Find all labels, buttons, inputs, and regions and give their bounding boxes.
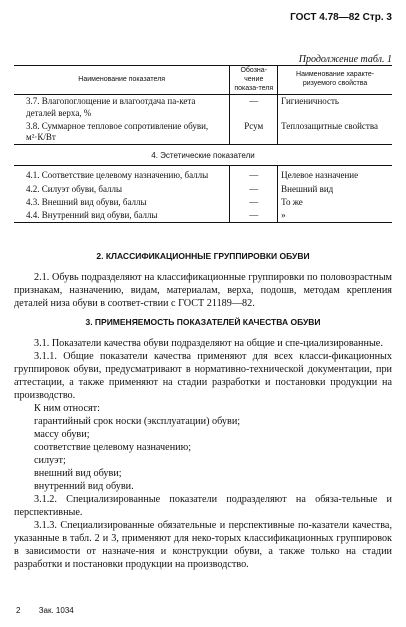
page-footer bbox=[16, 606, 90, 615]
table-section-title: 4. Эстетические показатели bbox=[14, 145, 392, 166]
row-symbol: Pсум bbox=[230, 120, 278, 145]
page-header: ГОСТ 4.78—82 Стр. 3 bbox=[290, 12, 392, 23]
table-head-row bbox=[14, 66, 392, 95]
list-item: массу обуви; bbox=[34, 429, 90, 440]
section-row bbox=[14, 145, 392, 166]
row-symbol: — bbox=[230, 166, 278, 183]
row-symbol: — bbox=[230, 95, 278, 120]
row-property: » bbox=[281, 210, 286, 220]
row-property: То же bbox=[281, 196, 303, 207]
paragraph: 3.1. Показатели качества обуви подразделяют на общие и спе-циализированные. bbox=[34, 338, 383, 349]
row-name: 4.1. Соответствие целевому назначению, баллы bbox=[14, 166, 230, 183]
row-symbol: — bbox=[230, 209, 278, 223]
list-item: соответствие целевому назначению; bbox=[34, 442, 192, 453]
row-property: Внешний вид bbox=[281, 183, 334, 194]
row-symbol: — bbox=[230, 196, 278, 209]
row-name: 3.7. Влагопоглощение и влагоотдача па-кета деталей верха, % bbox=[26, 96, 196, 118]
table-row bbox=[14, 209, 392, 223]
list-item: внешний вид обуви; bbox=[34, 468, 122, 479]
paragraph: 3.1.3. Специализированные обязательные и перспективные по-казатели качества, указанные в табл. 2 и 3, применяют для неко-торых классификационных группировок в зависимости от назначе-ния и конструкции обуви, а также только на стадии разработки и постановки продукции на производство. bbox=[14, 520, 392, 570]
row-property: Гигиеничность bbox=[281, 96, 340, 107]
row-name: 4.3. Внешний вид обуви, баллы bbox=[26, 196, 147, 207]
footer-number: 2 bbox=[16, 606, 21, 615]
paragraph: 3.1.2. Специализированные показатели подразделяют на обяза-тельные и перспективные. bbox=[14, 494, 392, 518]
table-row bbox=[14, 183, 392, 196]
table-continuation-label: Продолжение табл. 1 bbox=[298, 54, 392, 65]
document-body bbox=[14, 244, 392, 571]
table-row bbox=[14, 95, 392, 120]
section-3-title: 3. ПРИМЕНЯЕМОСТЬ ПОКАЗАТЕЛЕЙ КАЧЕСТВА ОБУВИ bbox=[85, 317, 321, 327]
col-name-header: Наименование показателя bbox=[14, 66, 230, 95]
table-row bbox=[14, 166, 392, 183]
table-row bbox=[14, 196, 392, 209]
paragraph: 3.1.1. Общие показатели качества применяют для всех класси-фикационных группировок обуви, предусматривают в нормативно-технической документации, при аттестации, а также применяют на стадии разработки и постановки продукции на производство. bbox=[14, 351, 392, 401]
col-property-header: Наименование характе-ризуемого свойства bbox=[278, 66, 392, 95]
row-property: Целевое назначение bbox=[278, 166, 392, 183]
list-item: внутренний вид обуви. bbox=[34, 481, 134, 492]
table-row bbox=[14, 120, 392, 145]
footer-order: Зак. 1034 bbox=[38, 606, 74, 615]
row-name: 3.8. Суммарное тепловое сопротивление обуви, м²·К/Вт bbox=[26, 120, 209, 142]
row-name: 4.2. Силуэт обуви, баллы bbox=[26, 183, 123, 194]
section-2-title: 2. КЛАССИФИКАЦИОННЫЕ ГРУППИРОВКИ ОБУВИ bbox=[96, 251, 310, 261]
row-name: 4.4. Внутренний вид обуви, баллы bbox=[26, 210, 158, 220]
row-property: Теплозащитные свойства bbox=[281, 120, 378, 131]
list-item: гарантийный срок носки (эксплуатации) обуви; bbox=[34, 416, 241, 427]
col-symbol-header: Обозна-чение показа-теля bbox=[230, 66, 278, 95]
list-item: силуэт; bbox=[34, 455, 66, 466]
row-symbol: — bbox=[230, 183, 278, 196]
paragraph: К ним относят: bbox=[34, 403, 100, 414]
indicators-table bbox=[14, 65, 392, 223]
paragraph: 2.1. Обувь подразделяют на классификационные группировки по половозрастным признакам, назначению, видам, материалам, верха, подошв, методам крепления деталей низа обуви в соответ-ствии с ГОСТ 21189—82. bbox=[14, 272, 392, 309]
